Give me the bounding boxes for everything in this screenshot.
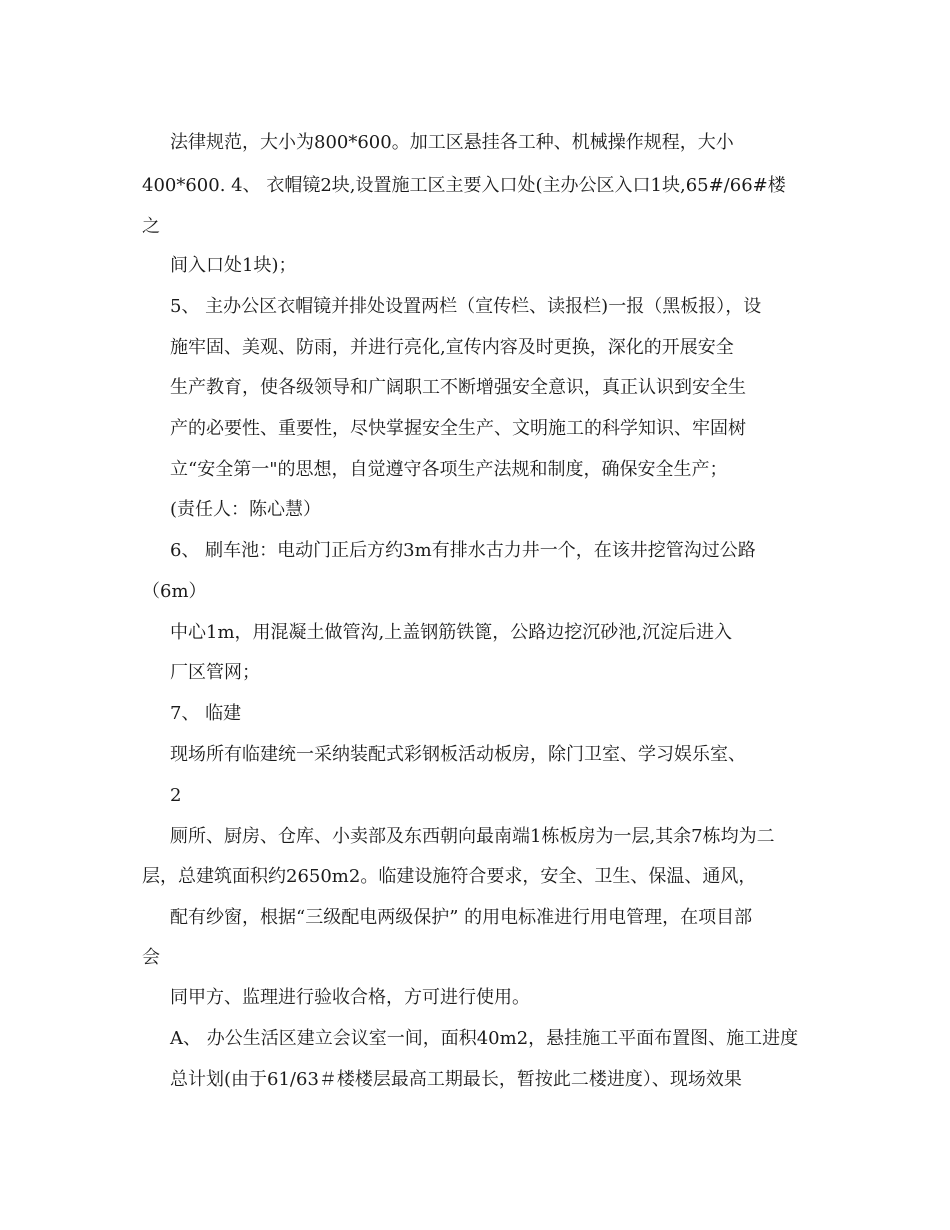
text-line: 层，总建筑面积约2650m2。临建设施符合要求，安全、卫生、保温、通风， [142,866,757,887]
text-line: 400*600. 4、 衣帽镜2块,设置施工区主要入口处(主办公区入口1块,65#/66#楼 [142,175,786,196]
text-line: 产的必要性、重要性，尽快掌握安全生产、文明施工的科学知识、牢固树 [170,418,746,439]
text-line: 7、 临建 [170,703,242,724]
text-line: 会 [142,947,160,968]
text-line: (责任人：陈心慧） [170,499,322,520]
text-line: （6m） [142,581,207,602]
text-line: 法律规范，大小为800*600。加工区悬挂各工种、机械操作规程，大小 [170,132,734,153]
text-line: 立“安全第一"的思想，自觉遵守各项生产法规和制度，确保安全生产； [170,459,728,480]
text-line: 之 [142,216,160,237]
text-line: 同甲方、监理进行验收合格，方可进行使用。 [170,987,530,1008]
text-line: 厂区管网； [170,662,260,683]
text-line: 厕所、厨房、仓库、小卖部及东西朝向最南端1栋板房为一层,其余7栋均为二 [170,826,775,847]
text-line: 间入口处1块)； [170,255,297,276]
text-line: 施牢固、美观、防雨，并进行亮化,宣传内容及时更换，深化的开展安全 [170,337,734,358]
page-number: 2 [170,785,182,806]
text-line: 现场所有临建统一采纳装配式彩钢板活动板房，除门卫室、学习娱乐室、 [170,744,746,765]
text-line: 5、 主办公区衣帽镜并排处设置两栏（宣传栏、读报栏)一报（黑板报），设 [170,296,762,317]
text-line: 中心1m，用混凝土做管沟,上盖钢筋铁篦，公路边挖沉砂池,沉淀后进入 [170,622,732,643]
text-line: 6、 刷车池：电动门正后方约3m有排水古力井一个，在该井挖管沟过公路 [170,540,756,561]
text-line: 配有纱窗，根据“三级配电两级保护” 的用电标准进行用电管理，在项目部 [170,907,753,928]
text-line: 总计划(由于61/63＃楼楼层最高工期最长，暂按此二楼进度）、现场效果 [170,1069,742,1090]
text-line: 生产教育，使各级领导和广阔职工不断增强安全意识，真正认识到安全生 [170,377,746,398]
text-line: A、 办公生活区建立会议室一间，面积40m2，悬挂施工平面布置图、施工进度 [170,1028,799,1049]
